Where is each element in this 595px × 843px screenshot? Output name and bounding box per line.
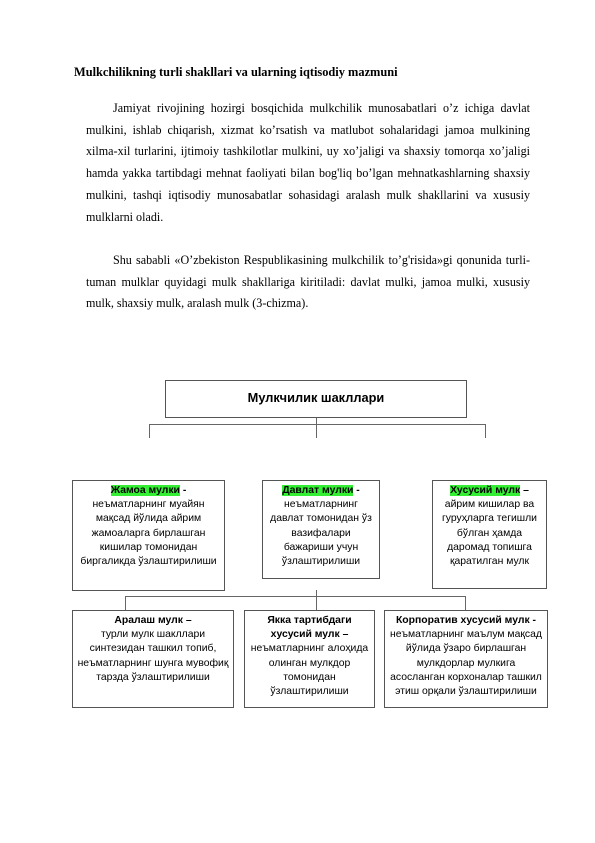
box-state-ownership (262, 480, 380, 579)
connector-bottom-right (465, 596, 466, 610)
connector-bottom-mid (316, 596, 317, 610)
box-individual-private-ownership (244, 610, 375, 708)
box-title-dash: – (520, 485, 529, 496)
connector-left-drop (149, 424, 150, 438)
box-private-ownership (432, 480, 547, 589)
box-collective-ownership (72, 480, 225, 591)
box-title: Корпоратив хусусий мулк - (395, 615, 537, 626)
connector-top-bar (149, 424, 485, 425)
box-description: турли мулк шакллари синтезидан ташкил топиб, неъматларнинг шунга мувофиқ тарзда ўзлаштирилиши (77, 629, 229, 683)
paragraph-1: Jamiyat rivojining hozirgi bosqichida mulkchilik munosabatlari o’z ichiga davlat mulkini, ishlab chiqarish, xizmat ko’rsatish va matlubot sohalaridagi jamoa mulkining xilma-xil turlarini, ijtimoiy tashkilotlar mulkini, uy xo’jaligi va shaxsiy tomorqa xo’jaligi hamda yakka tartibdagi mehnat faoliyati bilan bog'liq bo’lgan mehnatkashlarning shaxsiy mulkini, tashqi iqtisodiy munosabatlar sohasidagi aralash mulk shakllarini va xususiy mulklarni oladi. (86, 101, 530, 224)
connector-mid-drop (316, 424, 317, 438)
box-description: неъматларнинг давлат томонидан ўз вазифалари бажариши учун ўзлаштирилиши (270, 499, 372, 568)
connector-bottom-left (125, 596, 126, 610)
box-description: неъматларнинг алоҳида олинган мулкдор томонидан ўзлаштирилиши (250, 643, 369, 698)
diagram-root-box: Мулкчилик шакллари (165, 380, 467, 418)
section-heading: Mulkchilikning turli shakllari va ularning iqtisodiy mazmuni (74, 65, 398, 79)
box-title: Якка тартибдаги хусусий мулк – (267, 615, 352, 641)
connector-right-drop (485, 424, 486, 438)
box-title-dash: - (353, 485, 360, 496)
box-title: Хусусий мулк (450, 485, 521, 496)
box-title-dash: - (179, 485, 187, 496)
paragraph-2: Shu sababli «O’zbekiston Respublikasining mulkchilik to’g'risida»gi qonunida turli-tuman mulklar quyidagi mulk shakllariga kiritiladi: davlat mulki, jamoa mulki, xususiy mulk, shaxsiy mulk, aralash mulk (3-chizma). (86, 253, 530, 311)
box-description: айрим кишилар ва гуруҳларга тегишли бўлган ҳамда даромад топишга қаратилган мулк (442, 499, 537, 568)
box-mixed-ownership (72, 610, 234, 708)
box-description: неъматларнинг муайян мақсад йўлида айрим жамоаларга бирлашган кишилар томонидан биргаликда ўзлаштирилиши (80, 499, 217, 568)
box-title: Аралаш мулк – (114, 615, 192, 626)
box-corporate-private-ownership (384, 610, 548, 708)
box-description: неъматларнинг маълум мақсад йўлида ўзаро бирлашган мулкдорлар мулкига асосланган корхоналар ташкил этиш орқали ўзлаштирилиши (390, 629, 542, 698)
box-title: Давлат мулки (282, 485, 354, 496)
box-title: Жамоа мулки (110, 485, 180, 496)
connector-bottom-bar (125, 596, 465, 597)
